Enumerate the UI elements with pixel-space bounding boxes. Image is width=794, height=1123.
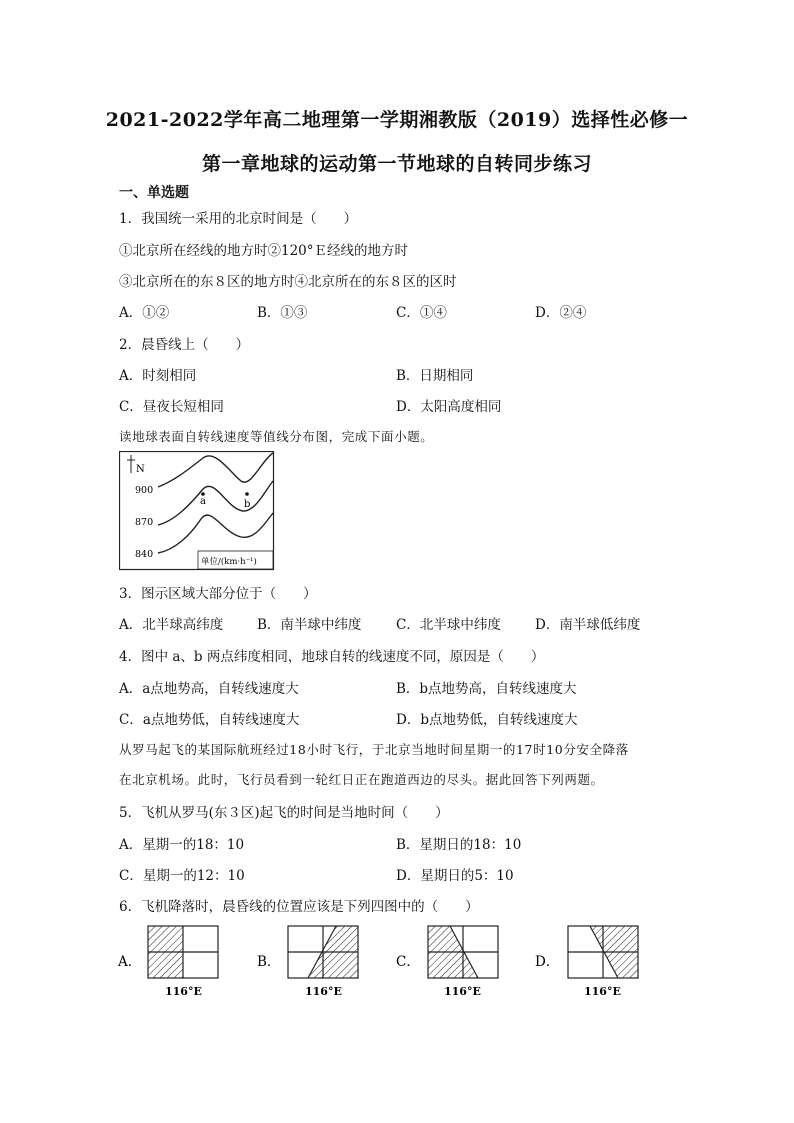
q4-option-b[interactable]: B．b点地势高，自转线速度大 [396,681,577,697]
intro-flight-line-1: 从罗马起飞的某国际航班经过18小时飞行，于北京当地时间星期一的17时10分安全降落 [119,742,629,757]
isoline-label-900: 900 [135,485,154,496]
diagram-b[interactable] [288,926,358,978]
diagram-a[interactable] [148,926,218,978]
q3-option-d[interactable]: D．南半球低纬度 [535,617,641,633]
diagram-c[interactable] [428,926,498,978]
q3-option-c[interactable]: C．北半球中纬度 [396,617,501,633]
q5-option-a[interactable]: A．星期一的18：10 [119,837,245,853]
q4-stem: 4．图中 a、b 两点纬度相同，地球自转的线速度不同，原因是（ ） [119,649,545,665]
intro-figure-1: 读地球表面自转线速度等值线分布图，完成下面小题。 [119,429,434,444]
q4-option-c[interactable]: C．a点地势低，自转线速度大 [119,712,300,728]
q2-stem: 2．晨昏线上（ ） [119,337,250,353]
q1-statement-1: ①北京所在经线的地方时②120°Ｅ经线的地方时 [119,243,409,259]
point-b-marker [245,492,249,496]
q1-option-d[interactable]: D．②④ [535,305,587,321]
title-line-2: 第一章地球的运动第一节地球的自转同步练习 [201,153,592,175]
q4-option-d[interactable]: D．b点地势低，自转线速度大 [396,712,578,728]
diagram-d[interactable] [568,926,638,978]
q2-option-d[interactable]: D．太阳高度相同 [396,399,502,415]
isoline-label-870: 870 [135,517,154,528]
q3-option-b[interactable]: B．南半球中纬度 [257,617,362,633]
q3-option-a[interactable]: A．北半球高纬度 [119,617,224,633]
velocity-isoline-map [119,451,275,571]
q4-option-a[interactable]: A．a点地势高，自转线速度大 [119,681,299,697]
terminator-diagrams [115,922,675,1002]
q5-stem: 5．飞机从罗马(东３区)起飞的时间是当地时间（ ） [119,805,449,821]
q1-stem: 1．我国统一采用的北京时间是（ ） [119,211,358,227]
point-b-label: b [244,499,251,510]
title-line-1: 2021-2022学年高二地理第一学期湘教版（2019）选择性必修一 [105,109,689,131]
q6-option-d[interactable]: D． [535,954,560,970]
q6-option-c[interactable]: C． [396,954,420,970]
q2-option-a[interactable]: A．时刻相同 [119,368,197,384]
q5-option-d[interactable]: D．星期日的5：10 [396,868,514,884]
q2-option-b[interactable]: B．日期相同 [396,368,474,384]
intro-flight-line-2: 在北京机场。此时，飞行员看到一轮红日正在跑道西边的尽头。据此回答下列两题。 [119,772,604,787]
north-label: N [136,464,145,475]
q3-stem: 3．图示区域大部分位于（ ） [119,586,317,602]
q5-option-b[interactable]: B．星期日的18：10 [396,837,522,853]
q5-option-c[interactable]: C．星期一的12：10 [119,868,245,884]
isoline-label-840: 840 [135,549,154,560]
point-a-label: a [200,496,206,507]
unit-label: 单位/(km·h⁻¹) [201,557,257,567]
diagram-a-longitude: 116°E [165,985,202,998]
q6-option-b[interactable]: B． [257,954,281,970]
q2-option-c[interactable]: C．昼夜长短相同 [119,399,224,415]
diagram-d-longitude: 116°E [584,985,621,998]
diagram-c-longitude: 116°E [444,985,481,998]
diagram-b-longitude: 116°E [305,985,342,998]
q6-stem: 6．飞机降落时，晨昏线的位置应该是下列四图中的（ ） [119,899,479,915]
q6-option-a[interactable]: A． [118,954,142,970]
section-heading: 一、单选题 [119,185,189,201]
q1-option-b[interactable]: B．①③ [257,305,308,321]
q1-statement-2: ③北京所在的东８区的地方时④北京所在的东８区的区时 [119,274,457,290]
q1-option-c[interactable]: C．①④ [396,305,447,321]
q1-option-a[interactable]: A．①② [119,305,170,321]
